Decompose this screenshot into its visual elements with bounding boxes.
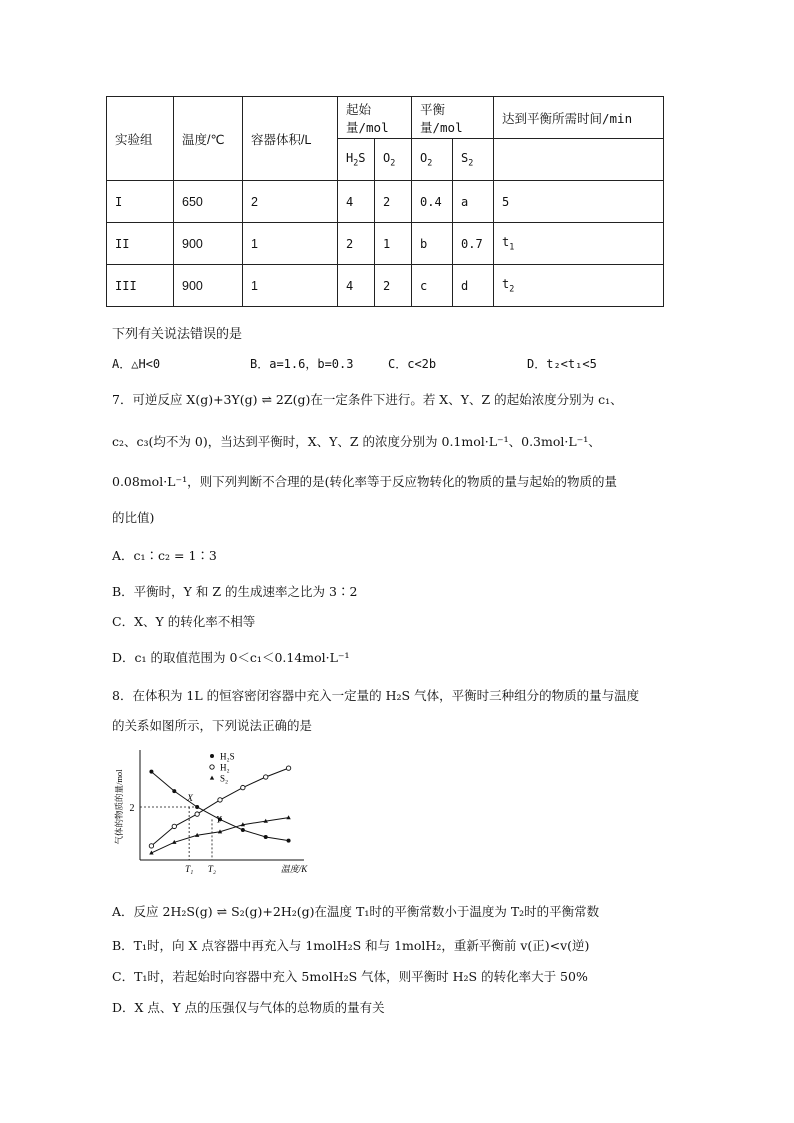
cell-group: II xyxy=(107,223,174,265)
cell-vol: 2 xyxy=(243,181,338,223)
table-row xyxy=(107,181,664,223)
q7-option-d: D．c₁ 的取值范围为 0＜c₁＜0.14mol·L⁻¹ xyxy=(112,650,350,665)
cell-o2eq: 0.4 xyxy=(412,181,453,223)
data-point xyxy=(149,770,153,774)
q8-option-c: C．T₁时，若起始时向容器中充入 5molH₂S 气体，则平衡时 H₂S 的转化率大于 50% xyxy=(112,969,588,984)
data-point xyxy=(149,844,153,848)
experiment-table xyxy=(106,96,664,307)
data-point xyxy=(287,839,291,843)
cell-o2eq: c xyxy=(412,265,453,307)
cell-h2s: 2 xyxy=(338,223,375,265)
cell-temp: 900 xyxy=(174,223,243,265)
table-header-row xyxy=(107,97,664,139)
cell-vol: 1 xyxy=(243,223,338,265)
q8-line-1: 8．在体积为 1L 的恒容密闭容器中充入一定量的 H₂S 气体，平衡时三种组分的物质的量与温度 xyxy=(112,688,640,703)
cell-temp: 900 xyxy=(174,265,243,307)
data-point xyxy=(195,812,199,816)
q6-option-b: B．a=1.6，b=0.3 xyxy=(250,357,354,371)
q6-option-d: D．t₂<t₁<5 xyxy=(527,357,597,371)
subheader-h2s: $H_2S$ xyxy=(338,139,375,181)
cell-s2: 0.7 xyxy=(453,223,494,265)
legend-marker xyxy=(210,754,214,758)
header-temp: 温度/℃ xyxy=(174,97,243,181)
legend-label: S₂ xyxy=(220,773,229,784)
data-point xyxy=(286,815,290,819)
header-volume: 容器体积/L xyxy=(243,97,338,181)
q7-option-a: A．c₁∶c₂ = 1∶3 xyxy=(112,548,217,563)
table-row xyxy=(107,223,664,265)
data-point xyxy=(172,824,176,828)
cell-h2s: 4 xyxy=(338,265,375,307)
cell-s2: d xyxy=(453,265,494,307)
equilibrium-chart xyxy=(112,748,312,880)
data-point xyxy=(286,766,290,770)
header-time: 达到平衡所需时间/min xyxy=(494,97,664,139)
subheader-o2-start: $O_2$ xyxy=(375,139,412,181)
legend-label: H₂S xyxy=(220,751,235,762)
cell-vol: 1 xyxy=(243,265,338,307)
x-tick-label: T₂ xyxy=(207,864,217,874)
table-row xyxy=(107,265,664,307)
cell-o2eq: b xyxy=(412,223,453,265)
point-label-x: X xyxy=(187,794,193,804)
cell-time: $t_1$ xyxy=(494,223,664,265)
data-point xyxy=(264,775,268,779)
cell-o2: 2 xyxy=(375,181,412,223)
header-start-amount: 起始量/mol xyxy=(338,97,412,139)
header-group: 实验组 xyxy=(107,97,174,181)
q6-stem: 下列有关说法错误的是 xyxy=(112,326,243,341)
data-point xyxy=(218,798,222,802)
q6-option-a: A．△H<0 xyxy=(112,357,161,371)
y-tick-label: 2 xyxy=(129,803,135,814)
q7-option-b: B．平衡时，Y 和 Z 的生成速率之比为 3∶2 xyxy=(112,584,358,599)
q7-line-2: c₂、c₃(均不为 0)，当达到平衡时，X、Y、Z 的浓度分别为 0.1mol·L⁻¹、0.3mol·L⁻¹、 xyxy=(112,434,601,449)
x-tick-label: T₁ xyxy=(185,864,194,874)
header-eq-amount: 平衡量/mol xyxy=(412,97,494,139)
q7-line-1: 7．可逆反应 X(g)+3Y(g) ⇌ 2Z(g)在一定条件下进行。若 X、Y、Z 的起始浓度分别为 c₁、 xyxy=(112,392,623,407)
data-point xyxy=(264,835,268,839)
q8-option-a: A．反应 2H₂S(g) ⇌ S₂(g)+2H₂(g)在温度 T₁时的平衡常数小于温度为 T₂时的平衡常数 xyxy=(112,904,600,919)
q7-option-c: C．X、Y 的转化率不相等 xyxy=(112,614,256,629)
legend-marker xyxy=(210,765,214,769)
cell-o2: 1 xyxy=(375,223,412,265)
subheader-empty xyxy=(494,139,664,181)
cell-h2s: 4 xyxy=(338,181,375,223)
cell-group: III xyxy=(107,265,174,307)
data-point xyxy=(172,789,176,793)
cell-o2: 2 xyxy=(375,265,412,307)
data-point xyxy=(241,785,245,789)
x-axis-label: 温度/K xyxy=(280,864,308,874)
data-point xyxy=(241,828,245,832)
legend-label: H₂ xyxy=(220,762,230,773)
subheader-o2-eq: $O_2$ xyxy=(412,139,453,181)
y-axis-label: 气体的物质的量/mol xyxy=(114,769,124,845)
q6-option-c: C．c<2b xyxy=(388,357,437,371)
cell-time: $t_2$ xyxy=(494,265,664,307)
q7-line-3: 0.08mol·L⁻¹，则下列判断不合理的是(转化率等于反应物转化的物质的量与起始的物质的量 xyxy=(112,474,617,489)
q8-option-b: B．T₁时，向 X 点容器中再充入与 1molH₂S 和与 1molH₂，重新平衡前 v(正)<v(逆) xyxy=(112,938,590,953)
q8-line-2: 的关系如图所示，下列说法正确的是 xyxy=(112,718,313,733)
q8-option-d: D．X 点、Y 点的压强仅与气体的总物质的量有关 xyxy=(112,1000,385,1015)
cell-s2: a xyxy=(453,181,494,223)
legend-marker xyxy=(210,776,214,780)
cell-group: I xyxy=(107,181,174,223)
subheader-s2: $S_2$ xyxy=(453,139,494,181)
point-label-y: Y xyxy=(216,815,222,826)
cell-time: 5 xyxy=(494,181,664,223)
q7-line-4: 的比值) xyxy=(112,510,155,525)
cell-temp: 650 xyxy=(174,181,243,223)
data-point xyxy=(195,805,199,809)
